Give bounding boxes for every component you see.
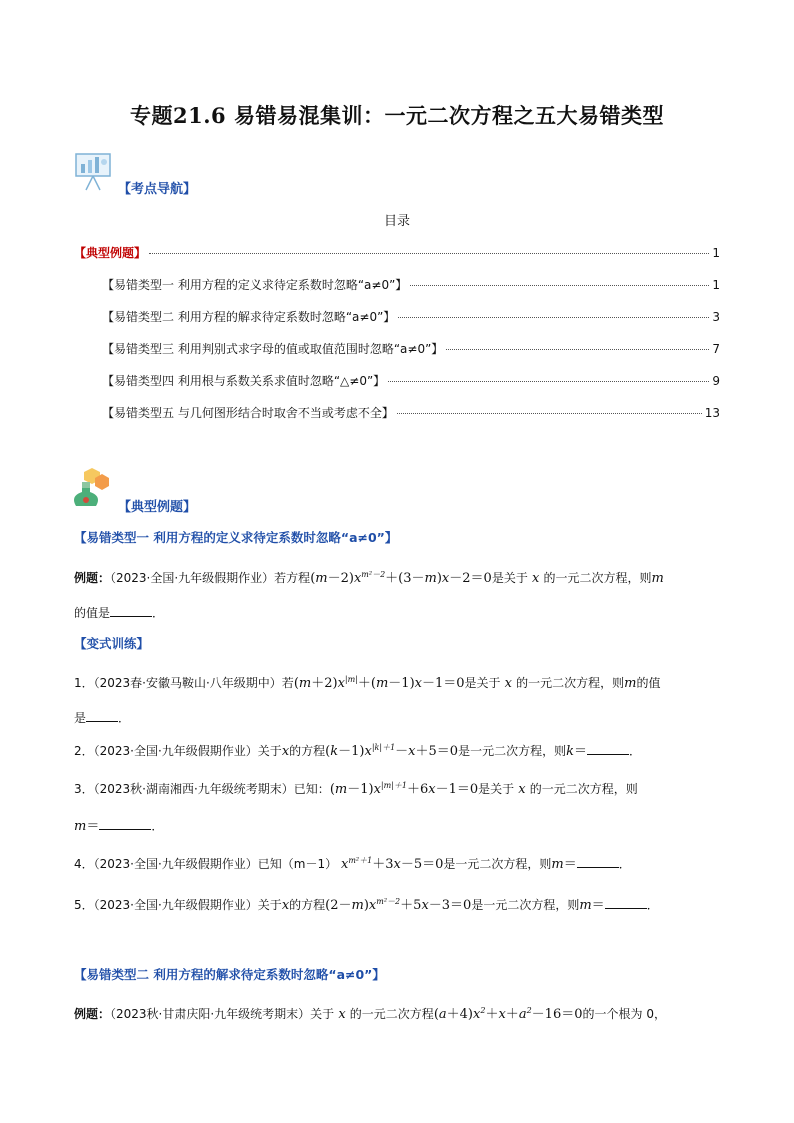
question-2: 2．（2023·全国·九年级假期作业）关于x的方程$(k-1)x^{|k|+1}-x+5=0$是一元二次方程，则k＝ ． bbox=[74, 743, 641, 759]
answer-blank[interactable] bbox=[99, 817, 151, 830]
type2-heading: 【易错类型二 利用方程的解求待定系数时忽略“a≠0”】 bbox=[74, 967, 385, 982]
answer-blank[interactable] bbox=[605, 896, 647, 909]
toc-entry[interactable] bbox=[102, 340, 720, 357]
examples-section-label: 【典型例题】 bbox=[118, 500, 197, 515]
toc-entry-label: 【典型例题】 bbox=[74, 246, 147, 260]
type1-example-line2: 的值是 ． bbox=[74, 606, 165, 620]
answer-blank[interactable] bbox=[587, 742, 629, 755]
question-3-line2: m＝ ． bbox=[74, 819, 164, 834]
toc-entry-page: 1 bbox=[712, 278, 720, 292]
question-1-line2: 是 ． bbox=[74, 711, 131, 725]
toc-entry[interactable] bbox=[102, 404, 720, 421]
toc-entry[interactable] bbox=[74, 244, 720, 261]
toc-entry[interactable] bbox=[102, 276, 720, 293]
toc-entry-label: 【易错类型三 利用判别式求字母的值或取值范围时忽略“a≠0”】 bbox=[102, 342, 444, 356]
toc-entry[interactable] bbox=[102, 308, 720, 325]
toc-entry-page: 7 bbox=[712, 342, 720, 356]
flask-icon bbox=[72, 466, 112, 508]
answer-blank[interactable] bbox=[577, 855, 619, 868]
toc-entry-label: 【易错类型四 利用根与系数关系求值时忽略“△≠0”】 bbox=[102, 374, 386, 388]
presentation-board-icon bbox=[74, 150, 114, 192]
toc-entry-label: 【易错类型二 利用方程的解求待定系数时忽略“a≠0”】 bbox=[102, 310, 396, 324]
question-3-line1: 3．（2023秋·湖南湘西·九年级统考期末）已知：$(m-1)x^{|m|+1}+6x-1=0$是关于 x 的一元二次方程，则 bbox=[74, 781, 638, 797]
type1-example-line1: 例题：（2023·全国·九年级假期作业）若方程$(m-2)x^{m^2-2}+(3-m)x-2=0$是关于 x 的一元二次方程，则m bbox=[74, 570, 664, 586]
toc-entry-label: 【易错类型一 利用方程的定义求待定系数时忽略“a≠0”】 bbox=[102, 278, 408, 292]
question-1-line1: 1．（2023春·安徽马鞍山·八年级期中）若$(m+2)x^{|m|}+(m-1)x-1=0$是关于 x 的一元二次方程，则m的值 bbox=[74, 675, 661, 691]
answer-blank[interactable] bbox=[110, 604, 152, 617]
toc-entry-label: 【易错类型五 与几何图形结合时取舍不当或考虑不全】 bbox=[102, 406, 394, 420]
page-title: 专题21.6 易错易混集训：一元二次方程之五大易错类型 bbox=[130, 103, 664, 128]
question-4: 4．（2023·全国·九年级假期作业）已知（m－1） $x^{m^2+1}+3x-5=0$是一元二次方程，则m＝ ． bbox=[74, 856, 631, 872]
toc-entry-page: 1 bbox=[712, 246, 720, 260]
toc-title: 目录 bbox=[383, 214, 410, 229]
toc-entry-page: 9 bbox=[712, 374, 720, 388]
question-5: 5．（2023·全国·九年级假期作业）关于x的方程$(2-m)x^{m^2-2}+5x-3=0$是一元二次方程，则m＝ ． bbox=[74, 897, 659, 913]
toc-entry-page: 3 bbox=[712, 310, 720, 324]
toc-entry-page: 13 bbox=[704, 406, 720, 420]
toc-entry[interactable] bbox=[102, 372, 720, 389]
practice-label: 【变式训练】 bbox=[74, 636, 150, 651]
nav-section-label: 【考点导航】 bbox=[118, 182, 197, 197]
type2-example-line1: 例题：（2023秋·甘肃庆阳·九年级统考期末）关于 x 的一元二次方程$(a+4)x^2+x+a^2-16=0$的一个根为 0， bbox=[74, 1006, 666, 1022]
type1-heading: 【易错类型一 利用方程的定义求待定系数时忽略“a≠0”】 bbox=[74, 530, 398, 545]
answer-blank[interactable] bbox=[86, 709, 118, 722]
